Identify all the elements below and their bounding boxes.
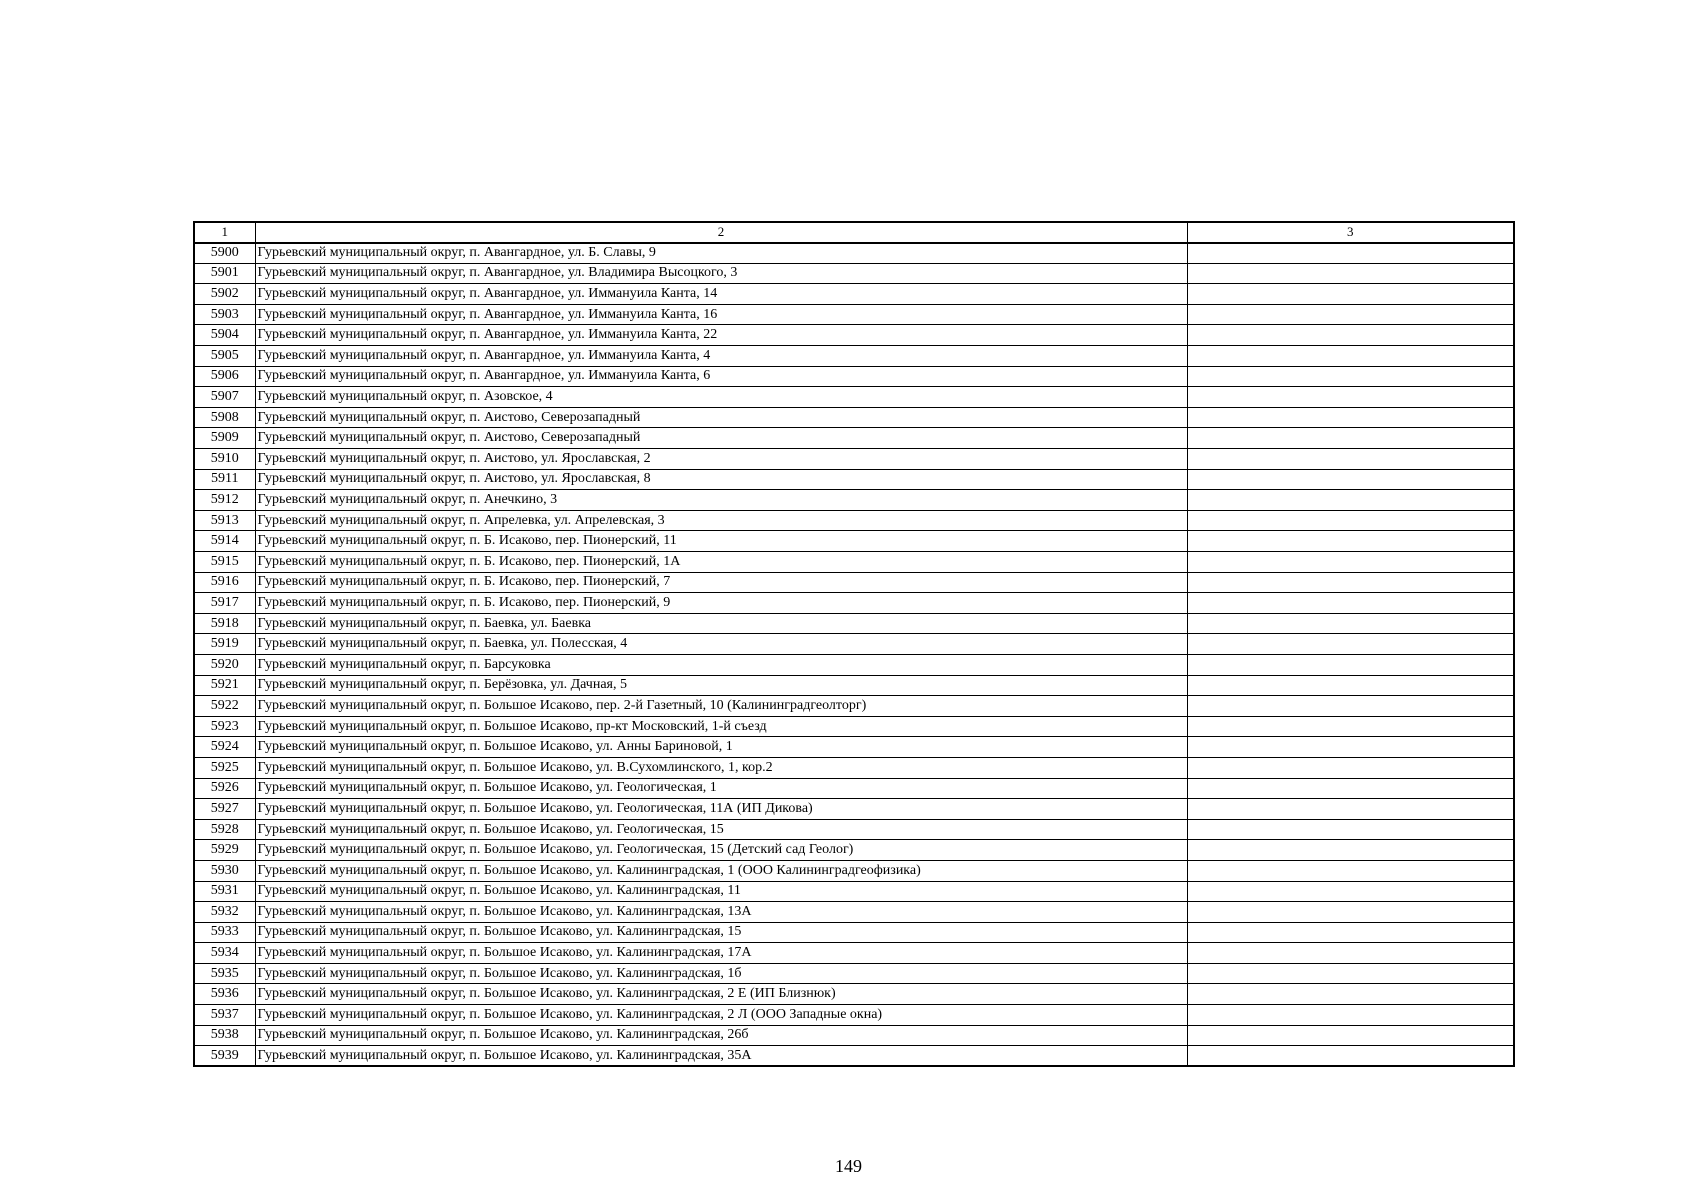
header-cell-1: 1	[194, 222, 255, 243]
row-number-cell: 5926	[194, 778, 255, 799]
table-row	[194, 654, 1514, 675]
row-number-cell: 5915	[194, 552, 255, 573]
row-number-cell: 5912	[194, 490, 255, 511]
table-row	[194, 922, 1514, 943]
address-cell: Гурьевский муниципальный округ, п. Большое Исаково, ул. Калининградская, 1б	[255, 963, 1187, 984]
row-number-cell: 5901	[194, 263, 255, 284]
row-number-cell: 5903	[194, 304, 255, 325]
row-number-cell: 5936	[194, 984, 255, 1005]
address-cell: Гурьевский муниципальный округ, п. Авангардное, ул. Иммануила Канта, 16	[255, 304, 1187, 325]
table-row	[194, 799, 1514, 820]
table-row	[194, 860, 1514, 881]
empty-cell	[1187, 572, 1514, 593]
address-cell: Гурьевский муниципальный округ, п. Большое Исаково, ул. В.Сухомлинского, 1, кор.2	[255, 757, 1187, 778]
empty-cell	[1187, 531, 1514, 552]
address-cell: Гурьевский муниципальный округ, п. Большое Исаково, пер. 2-й Газетный, 10 (Калининградгеолторг)	[255, 696, 1187, 717]
address-cell: Гурьевский муниципальный округ, п. Большое Исаково, пр-кт Московский, 1-й съезд	[255, 716, 1187, 737]
table-row	[194, 840, 1514, 861]
address-cell: Гурьевский муниципальный округ, п. Берёзовка, ул. Дачная, 5	[255, 675, 1187, 696]
row-number-cell: 5923	[194, 716, 255, 737]
empty-cell	[1187, 922, 1514, 943]
row-number-cell: 5908	[194, 407, 255, 428]
row-number-cell: 5925	[194, 757, 255, 778]
address-cell: Гурьевский муниципальный округ, п. Б. Исаково, пер. Пионерский, 9	[255, 593, 1187, 614]
address-cell: Гурьевский муниципальный округ, п. Авангардное, ул. Иммануила Канта, 6	[255, 366, 1187, 387]
table-row	[194, 1005, 1514, 1026]
empty-cell	[1187, 634, 1514, 655]
table-row	[194, 510, 1514, 531]
table-row	[194, 243, 1514, 264]
address-cell: Гурьевский муниципальный округ, п. Аистово, Северозападный	[255, 407, 1187, 428]
empty-cell	[1187, 1046, 1514, 1067]
empty-cell	[1187, 778, 1514, 799]
empty-cell	[1187, 654, 1514, 675]
address-cell: Гурьевский муниципальный округ, п. Большое Исаково, ул. Калининградская, 11	[255, 881, 1187, 902]
address-cell: Гурьевский муниципальный округ, п. Большое Исаково, ул. Геологическая, 11А (ИП Дикова)	[255, 799, 1187, 820]
address-cell: Гурьевский муниципальный округ, п. Большое Исаково, ул. Геологическая, 15 (Детский сад Геолог)	[255, 840, 1187, 861]
empty-cell	[1187, 819, 1514, 840]
table-row	[194, 346, 1514, 367]
row-number-cell: 5928	[194, 819, 255, 840]
address-cell: Гурьевский муниципальный округ, п. Азовское, 4	[255, 387, 1187, 408]
address-cell: Гурьевский муниципальный округ, п. Б. Исаково, пер. Пионерский, 1А	[255, 552, 1187, 573]
empty-cell	[1187, 860, 1514, 881]
table-row	[194, 572, 1514, 593]
row-number-cell: 5900	[194, 243, 255, 264]
empty-cell	[1187, 799, 1514, 820]
empty-cell	[1187, 716, 1514, 737]
row-number-cell: 5913	[194, 510, 255, 531]
row-number-cell: 5917	[194, 593, 255, 614]
row-number-cell: 5924	[194, 737, 255, 758]
empty-cell	[1187, 407, 1514, 428]
table-row	[194, 469, 1514, 490]
row-number-cell: 5927	[194, 799, 255, 820]
address-cell: Гурьевский муниципальный округ, п. Баевка, ул. Полесская, 4	[255, 634, 1187, 655]
address-cell: Гурьевский муниципальный округ, п. Аистово, Северозападный	[255, 428, 1187, 449]
address-cell: Гурьевский муниципальный округ, п. Большое Исаково, ул. Геологическая, 15	[255, 819, 1187, 840]
address-cell: Гурьевский муниципальный округ, п. Аистово, ул. Ярославская, 2	[255, 449, 1187, 470]
address-cell: Гурьевский муниципальный округ, п. Баевка, ул. Баевка	[255, 613, 1187, 634]
row-number-cell: 5914	[194, 531, 255, 552]
empty-cell	[1187, 963, 1514, 984]
header-cell-3: 3	[1187, 222, 1514, 243]
row-number-cell: 5935	[194, 963, 255, 984]
table-row	[194, 881, 1514, 902]
address-cell: Гурьевский муниципальный округ, п. Большое Исаково, ул. Калининградская, 35А	[255, 1046, 1187, 1067]
row-number-cell: 5920	[194, 654, 255, 675]
empty-cell	[1187, 325, 1514, 346]
empty-cell	[1187, 510, 1514, 531]
table-row	[194, 778, 1514, 799]
address-cell: Гурьевский муниципальный округ, п. Большое Исаково, ул. Анны Бариновой, 1	[255, 737, 1187, 758]
row-number-cell: 5933	[194, 922, 255, 943]
empty-cell	[1187, 943, 1514, 964]
table-row	[194, 552, 1514, 573]
address-cell: Гурьевский муниципальный округ, п. Большое Исаково, ул. Калининградская, 1 (ООО Калининградгеофизика)	[255, 860, 1187, 881]
empty-cell	[1187, 675, 1514, 696]
table-row	[194, 984, 1514, 1005]
row-number-cell: 5938	[194, 1025, 255, 1046]
table-row	[194, 407, 1514, 428]
table-row	[194, 263, 1514, 284]
table-header-row	[194, 222, 1514, 243]
row-number-cell: 5937	[194, 1005, 255, 1026]
empty-cell	[1187, 757, 1514, 778]
address-cell: Гурьевский муниципальный округ, п. Б. Исаково, пер. Пионерский, 11	[255, 531, 1187, 552]
row-number-cell: 5918	[194, 613, 255, 634]
table-row	[194, 284, 1514, 305]
empty-cell	[1187, 593, 1514, 614]
address-cell: Гурьевский муниципальный округ, п. Анечкино, 3	[255, 490, 1187, 511]
empty-cell	[1187, 387, 1514, 408]
address-table-body	[194, 222, 1514, 1066]
empty-cell	[1187, 737, 1514, 758]
address-cell: Гурьевский муниципальный округ, п. Апрелевка, ул. Апрелевская, 3	[255, 510, 1187, 531]
row-number-cell: 5932	[194, 902, 255, 923]
address-cell: Гурьевский муниципальный округ, п. Большое Исаково, ул. Геологическая, 1	[255, 778, 1187, 799]
empty-cell	[1187, 284, 1514, 305]
address-cell: Гурьевский муниципальный округ, п. Большое Исаково, ул. Калининградская, 15	[255, 922, 1187, 943]
table-row	[194, 449, 1514, 470]
table-row	[194, 613, 1514, 634]
table-row	[194, 963, 1514, 984]
header-cell-2: 2	[255, 222, 1187, 243]
table-row	[194, 366, 1514, 387]
empty-cell	[1187, 263, 1514, 284]
table-row	[194, 490, 1514, 511]
table-row	[194, 943, 1514, 964]
empty-cell	[1187, 552, 1514, 573]
row-number-cell: 5939	[194, 1046, 255, 1067]
empty-cell	[1187, 984, 1514, 1005]
table-row	[194, 634, 1514, 655]
empty-cell	[1187, 366, 1514, 387]
address-table	[193, 221, 1515, 1067]
table-row	[194, 531, 1514, 552]
address-cell: Гурьевский муниципальный округ, п. Авангардное, ул. Иммануила Канта, 14	[255, 284, 1187, 305]
row-number-cell: 5929	[194, 840, 255, 861]
row-number-cell: 5921	[194, 675, 255, 696]
empty-cell	[1187, 449, 1514, 470]
empty-cell	[1187, 1005, 1514, 1026]
table-row	[194, 387, 1514, 408]
empty-cell	[1187, 840, 1514, 861]
table-row	[194, 1046, 1514, 1067]
empty-cell	[1187, 613, 1514, 634]
empty-cell	[1187, 696, 1514, 717]
table-row	[194, 325, 1514, 346]
row-number-cell: 5922	[194, 696, 255, 717]
empty-cell	[1187, 469, 1514, 490]
address-cell: Гурьевский муниципальный округ, п. Большое Исаково, ул. Калининградская, 2 Л (ООО Западные окна)	[255, 1005, 1187, 1026]
table-row	[194, 757, 1514, 778]
address-cell: Гурьевский муниципальный округ, п. Большое Исаково, ул. Калининградская, 13А	[255, 902, 1187, 923]
empty-cell	[1187, 490, 1514, 511]
address-cell: Гурьевский муниципальный округ, п. Большое Исаково, ул. Калининградская, 2 Е (ИП Близнюк)	[255, 984, 1187, 1005]
address-cell: Гурьевский муниципальный округ, п. Б. Исаково, пер. Пионерский, 7	[255, 572, 1187, 593]
row-number-cell: 5934	[194, 943, 255, 964]
address-cell: Гурьевский муниципальный округ, п. Большое Исаково, ул. Калининградская, 17А	[255, 943, 1187, 964]
row-number-cell: 5911	[194, 469, 255, 490]
table-row	[194, 696, 1514, 717]
table-row	[194, 737, 1514, 758]
row-number-cell: 5904	[194, 325, 255, 346]
table-row	[194, 902, 1514, 923]
row-number-cell: 5919	[194, 634, 255, 655]
row-number-cell: 5909	[194, 428, 255, 449]
row-number-cell: 5906	[194, 366, 255, 387]
address-cell: Гурьевский муниципальный округ, п. Большое Исаково, ул. Калининградская, 26б	[255, 1025, 1187, 1046]
address-cell: Гурьевский муниципальный округ, п. Аистово, ул. Ярославская, 8	[255, 469, 1187, 490]
empty-cell	[1187, 902, 1514, 923]
table-row	[194, 716, 1514, 737]
row-number-cell: 5907	[194, 387, 255, 408]
table-row	[194, 304, 1514, 325]
empty-cell	[1187, 304, 1514, 325]
table-row	[194, 675, 1514, 696]
row-number-cell: 5902	[194, 284, 255, 305]
empty-cell	[1187, 1025, 1514, 1046]
row-number-cell: 5905	[194, 346, 255, 367]
row-number-cell: 5931	[194, 881, 255, 902]
address-cell: Гурьевский муниципальный округ, п. Авангардное, ул. Б. Славы, 9	[255, 243, 1187, 264]
row-number-cell: 5910	[194, 449, 255, 470]
table-row	[194, 593, 1514, 614]
address-cell: Гурьевский муниципальный округ, п. Авангардное, ул. Владимира Высоцкого, 3	[255, 263, 1187, 284]
empty-cell	[1187, 881, 1514, 902]
empty-cell	[1187, 243, 1514, 264]
page-number: 149	[835, 1156, 862, 1176]
table-row	[194, 1025, 1514, 1046]
empty-cell	[1187, 428, 1514, 449]
row-number-cell: 5930	[194, 860, 255, 881]
address-cell: Гурьевский муниципальный округ, п. Авангардное, ул. Иммануила Канта, 4	[255, 346, 1187, 367]
address-cell: Гурьевский муниципальный округ, п. Барсуковка	[255, 654, 1187, 675]
address-cell: Гурьевский муниципальный округ, п. Авангардное, ул. Иммануила Канта, 22	[255, 325, 1187, 346]
empty-cell	[1187, 346, 1514, 367]
row-number-cell: 5916	[194, 572, 255, 593]
table-row	[194, 428, 1514, 449]
table-row	[194, 819, 1514, 840]
